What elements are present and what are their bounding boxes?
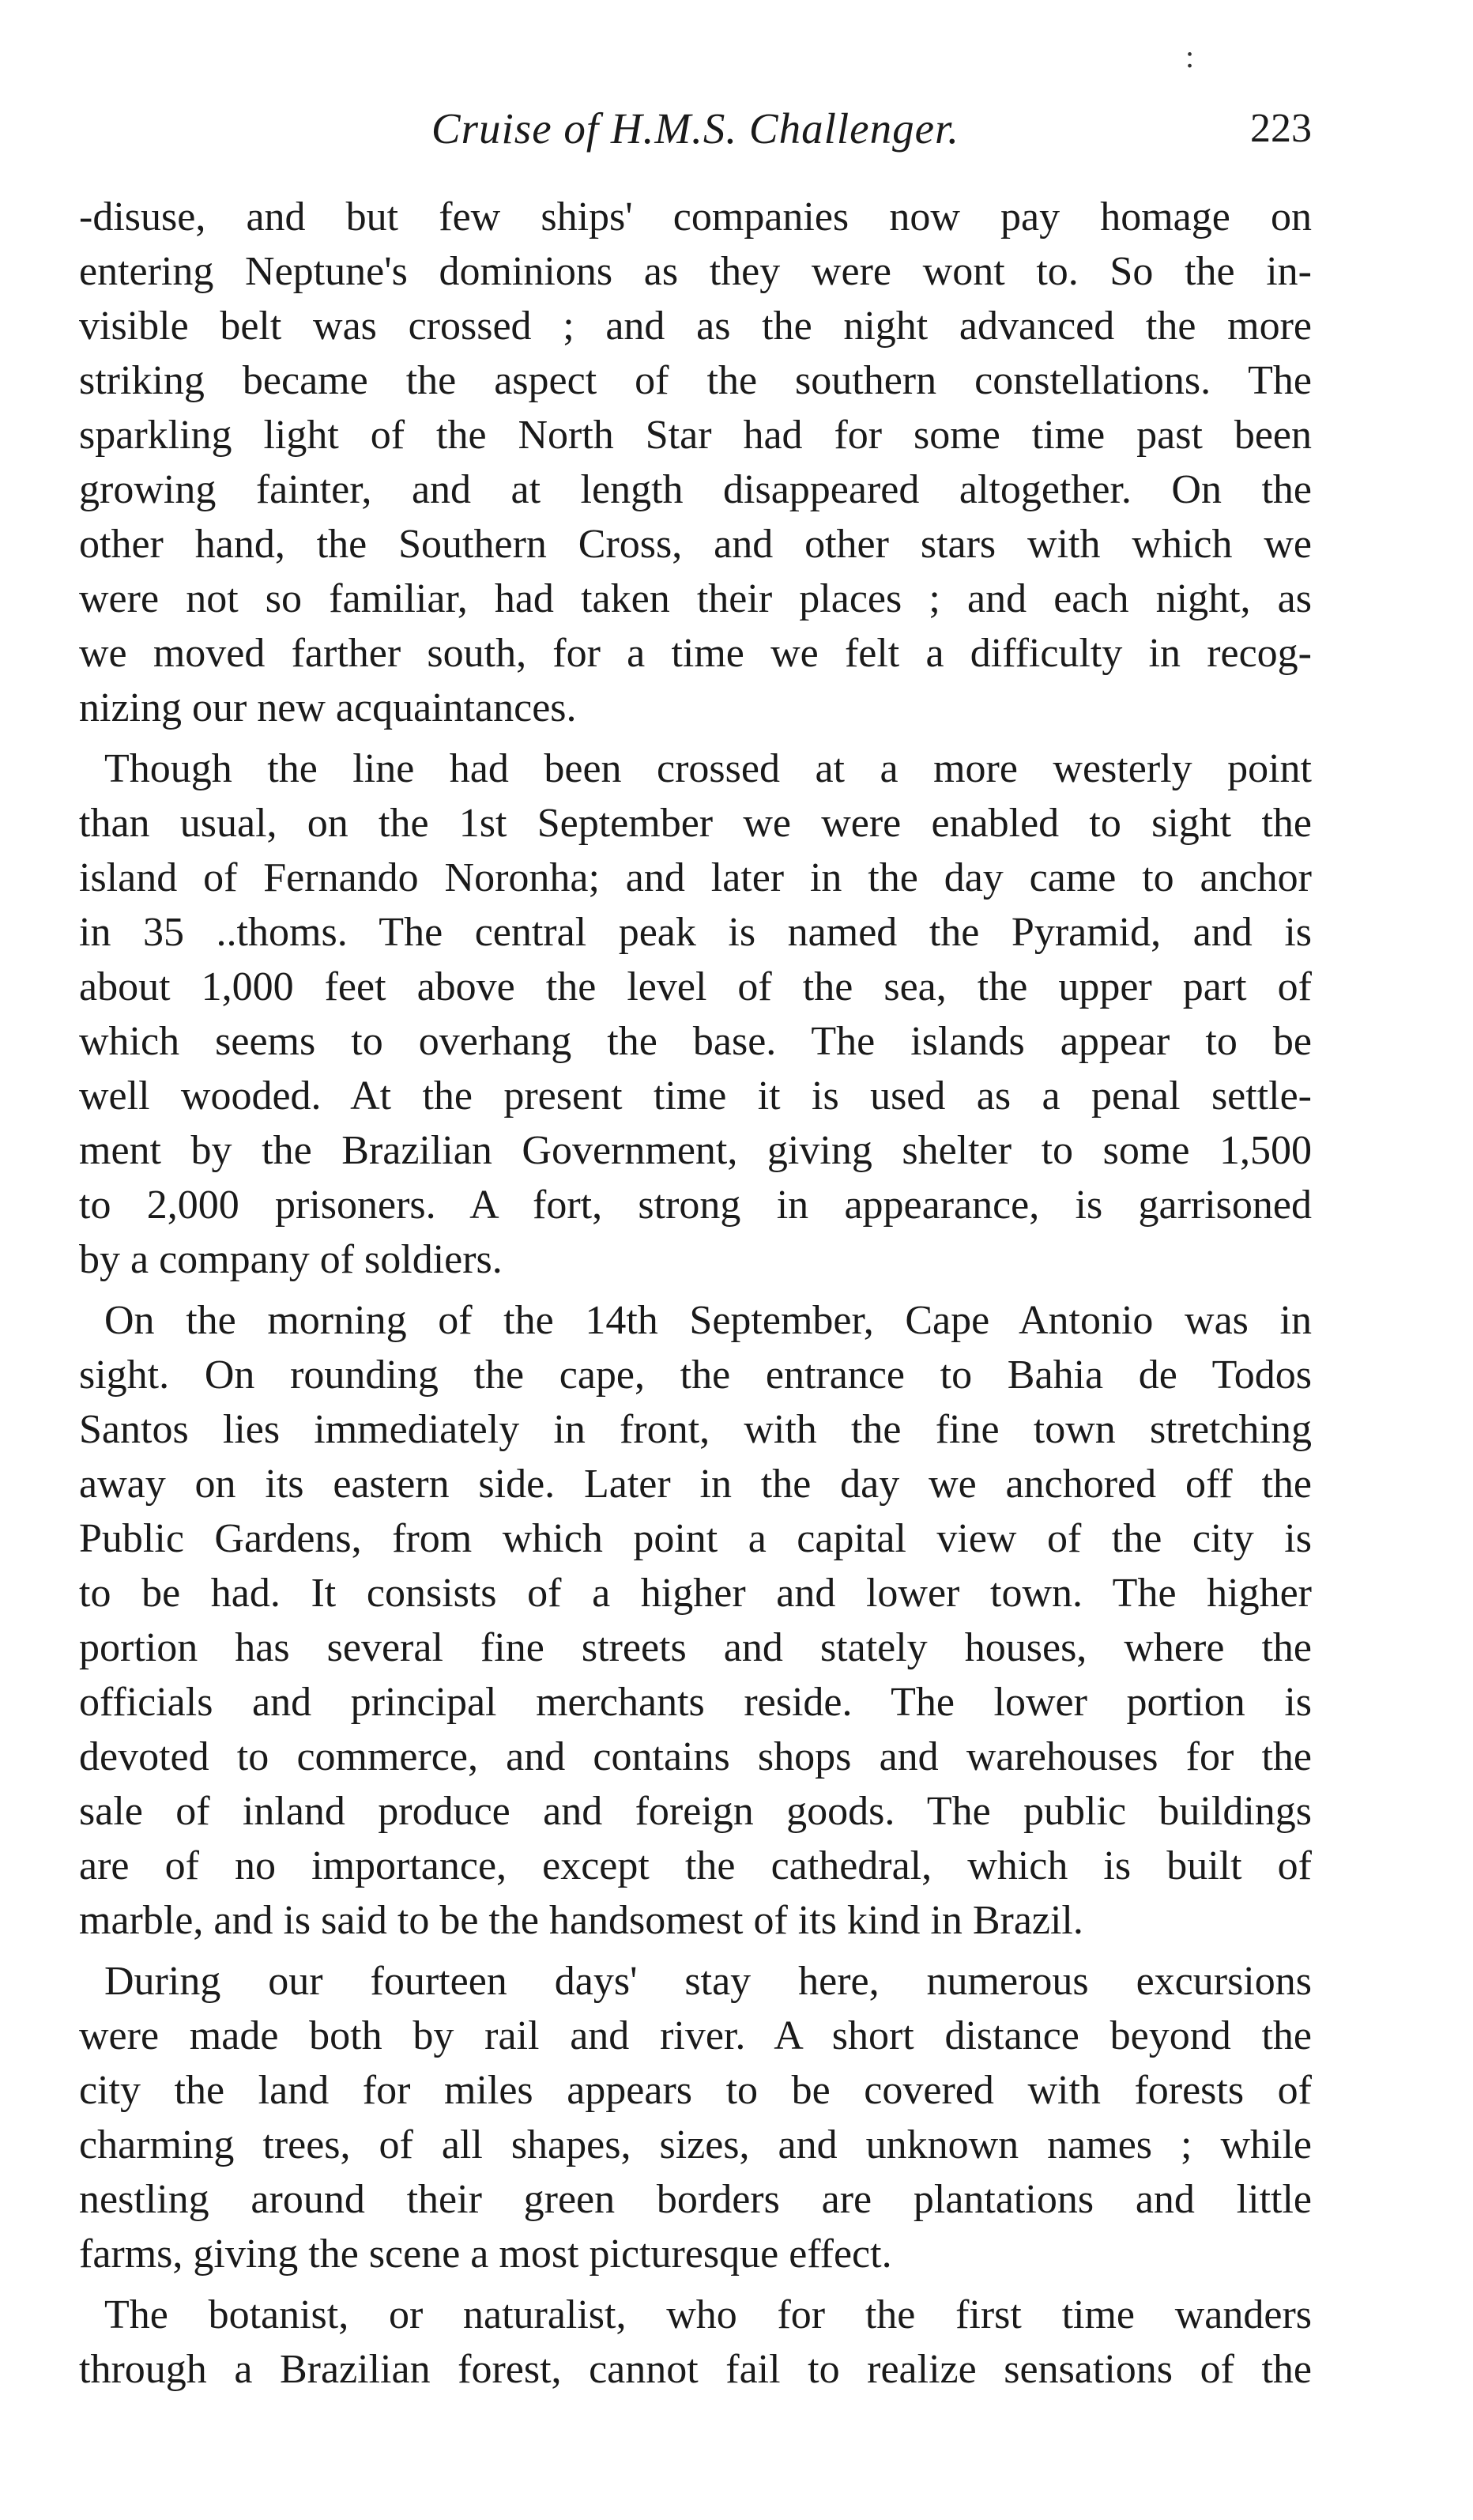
text-line: which seems to overhang the base. The islands appear to be [79, 1019, 1312, 1064]
text-line: ment by the Brazilian Government, giving shelter to some 1,500 [79, 1128, 1312, 1173]
text-line: nestling around their green borders are plantations and little [79, 2177, 1312, 2222]
text-line: nizing our new acquaintances. [79, 685, 577, 730]
paragraph-5 [79, 2288, 1312, 2397]
text-line: through a Brazilian forest, cannot fail to realize sensations of the [79, 2347, 1312, 2392]
text-line: other hand, the Southern Cross, and other stars with which we [79, 522, 1312, 567]
paragraph-1 [79, 190, 1312, 735]
text-line: officials and principal merchants reside. The lower portion is [79, 1680, 1312, 1725]
text-line: portion has several fine streets and stately houses, where the [79, 1625, 1312, 1670]
text-line: marble, and is said to be the handsomest of its kind in Brazil. [79, 1898, 1083, 1943]
text-line: in 35 ..thoms. The central peak is named the Pyramid, and is [79, 910, 1312, 955]
body-text [79, 190, 1312, 2403]
text-line: farms, giving the scene a most picturesque effect. [79, 2231, 892, 2277]
text-line: sale of inland produce and foreign goods. The public buildings [79, 1789, 1312, 1834]
text-line: devoted to commerce, and contains shops and warehouses for the [79, 1734, 1312, 1779]
text-line: we moved farther south, for a time we felt a difficulty in recog- [79, 631, 1312, 676]
paragraph-3 [79, 1293, 1312, 1948]
text-line: -disuse, and but few ships' companies now pay homage on [79, 194, 1312, 240]
text-line: entering Neptune's dominions as they were wont to. So the in- [79, 249, 1312, 294]
margin-mark: : [1185, 39, 1195, 74]
text-line: away on its eastern side. Later in the day we anchored off the [79, 1462, 1312, 1507]
paragraph-2 [79, 741, 1312, 1287]
text-line: The botanist, or naturalist, who for the first time wanders [104, 2292, 1312, 2337]
text-line: sparkling light of the North Star had for some time past been [79, 413, 1312, 458]
text-line: Santos lies immediately in front, with the fine town stretching [79, 1407, 1312, 1452]
page-header [79, 93, 1312, 164]
running-title: Cruise of H.M.S. Challenger. [431, 104, 960, 153]
text-line: about 1,000 feet above the level of the sea, the upper part of [79, 964, 1312, 1009]
text-line: are of no importance, except the cathedral, which is built of [79, 1843, 1312, 1888]
text-line: charming trees, of all shapes, sizes, and unknown names ; while [79, 2122, 1312, 2167]
text-line: by a company of soldiers. [79, 1237, 503, 1282]
text-line: were not so familiar, had taken their places ; and each night, as [79, 576, 1312, 621]
text-line: During our fourteen days' stay here, numerous excursions [104, 1959, 1312, 2004]
text-line: visible belt was crossed ; and as the night advanced the more [79, 304, 1312, 349]
text-line: striking became the aspect of the southern constellations. The [79, 358, 1312, 403]
text-line: sight. On rounding the cape, the entrance to Bahia de Todos [79, 1352, 1312, 1398]
text-line: Though the line had been crossed at a more westerly point [104, 746, 1312, 791]
text-line: were made both by rail and river. A short distance beyond the [79, 2013, 1312, 2058]
text-line: to be had. It consists of a higher and lower town. The higher [79, 1571, 1312, 1616]
text-line: Public Gardens, from which point a capital view of the city is [79, 1516, 1312, 1561]
text-line: to 2,000 prisoners. A fort, strong in appearance, is garrisoned [79, 1183, 1312, 1228]
text-line: than usual, on the 1st September we were enabled to sight the [79, 801, 1312, 846]
page-number: 223 [1250, 106, 1312, 151]
text-line: well wooded. At the present time it is used as a penal settle- [79, 1073, 1312, 1119]
text-line: island of Fernando Noronha; and later in the day came to anchor [79, 855, 1312, 900]
text-line: growing fainter, and at length disappeared altogether. On the [79, 467, 1312, 512]
paragraph-4 [79, 1954, 1312, 2281]
text-line: On the morning of the 14th September, Cape Antonio was in [104, 1298, 1312, 1343]
text-line: city the land for miles appears to be covered with forests of [79, 2068, 1312, 2113]
